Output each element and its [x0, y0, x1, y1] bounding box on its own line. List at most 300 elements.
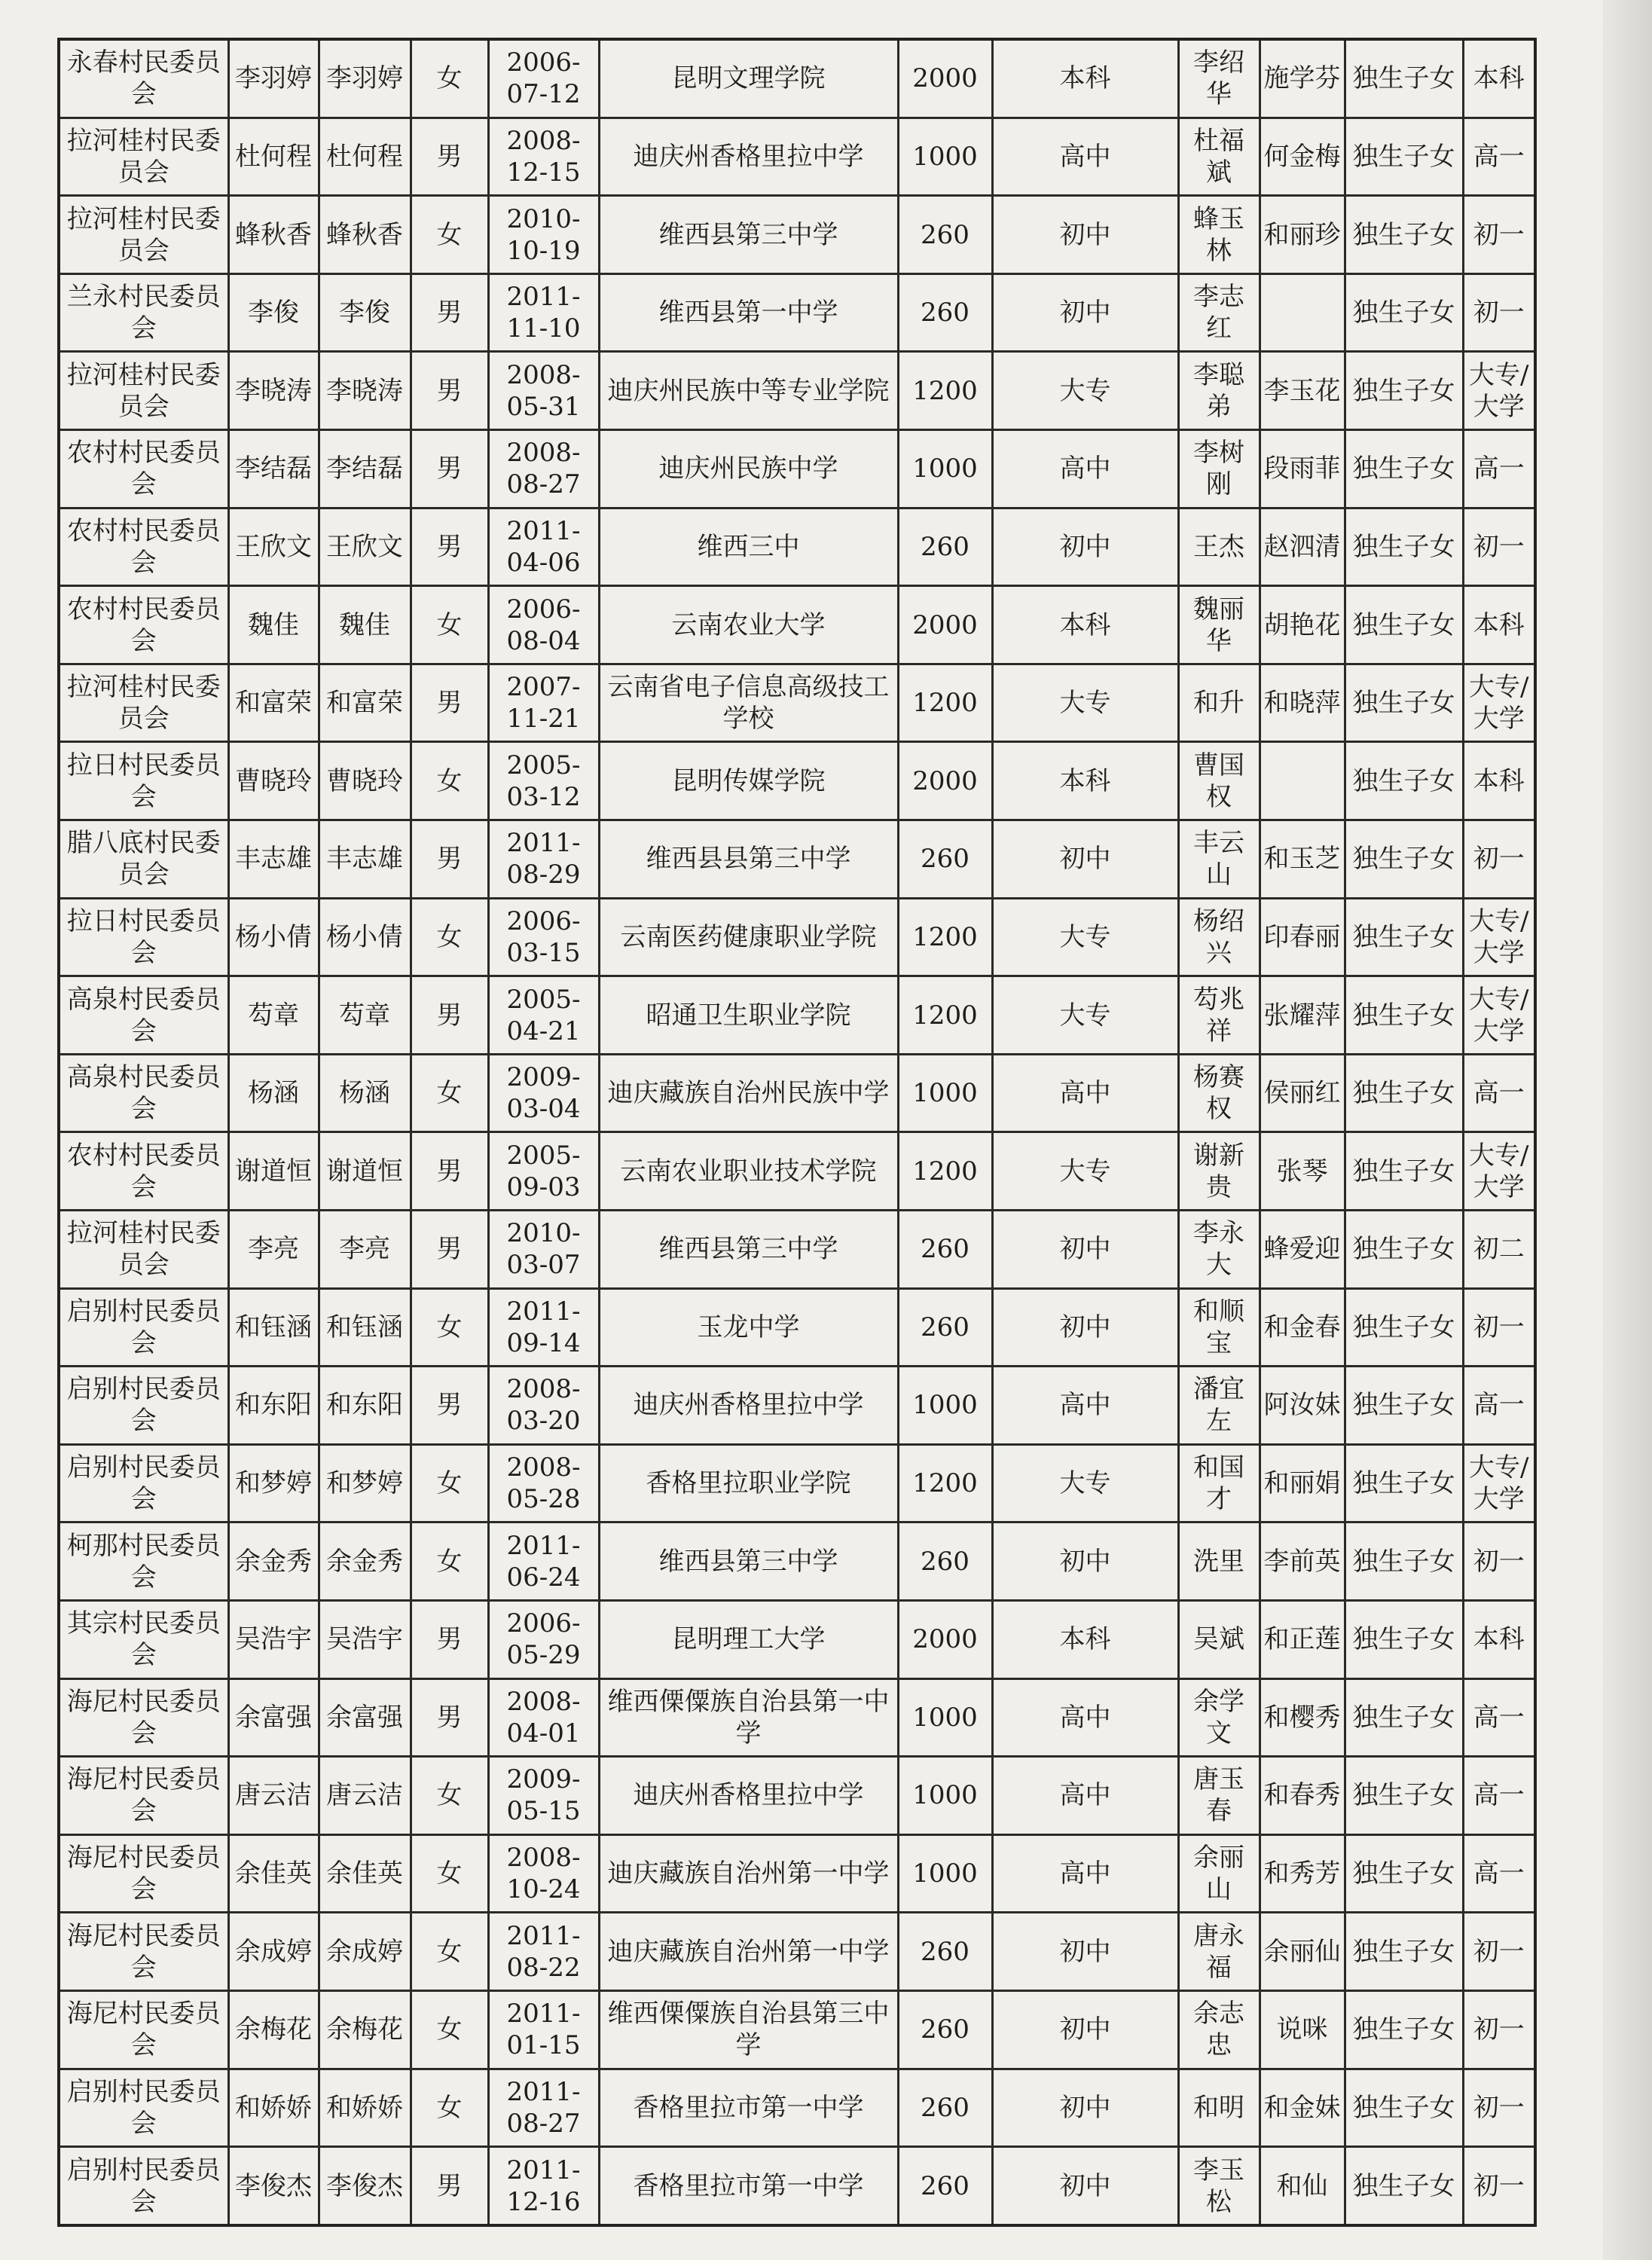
- table-row: [59, 1522, 1535, 1601]
- birth-date-cell: 2008-10-24: [488, 1834, 599, 1913]
- father-name-cell: 余学文: [1178, 1678, 1260, 1757]
- mother-name-cell: 和金春: [1260, 1288, 1345, 1367]
- table-row: [59, 1367, 1535, 1445]
- education-level-cell: 高中: [992, 1367, 1178, 1445]
- student-name-cell: 余金秀: [228, 1522, 319, 1601]
- education-level-cell: 初中: [992, 508, 1178, 586]
- grade-cell: 初一: [1463, 1288, 1535, 1367]
- amount-cell: 260: [898, 1288, 992, 1367]
- family-status-cell: 独生子女: [1345, 1834, 1463, 1913]
- table-row: [59, 1990, 1535, 2069]
- grade-cell: 高一: [1463, 430, 1535, 508]
- school-cell: 维西三中: [599, 508, 898, 586]
- table-row: [59, 1678, 1535, 1757]
- education-level-cell: 大专: [992, 352, 1178, 430]
- village-cell: 启别村民委员会: [59, 2069, 228, 2147]
- gender-cell: 女: [411, 898, 488, 976]
- family-status-cell: 独生子女: [1345, 39, 1463, 118]
- mother-name-cell: 施学芬: [1260, 39, 1345, 118]
- gender-cell: 女: [411, 39, 488, 118]
- student-name-cell: 吴浩宇: [228, 1600, 319, 1678]
- table-row: [59, 898, 1535, 976]
- page-edge-shadow: [1603, 0, 1652, 2260]
- grade-cell: 本科: [1463, 586, 1535, 664]
- education-level-cell: 本科: [992, 39, 1178, 118]
- education-level-cell: 本科: [992, 742, 1178, 820]
- table-row: [59, 1211, 1535, 1289]
- gender-cell: 男: [411, 1211, 488, 1289]
- gender-cell: 女: [411, 2069, 488, 2147]
- gender-cell: 男: [411, 1132, 488, 1211]
- school-cell: 云南医药健康职业学院: [599, 898, 898, 976]
- village-cell: 柯那村民委员会: [59, 1522, 228, 1601]
- village-cell: 海尼村民委员会: [59, 1757, 228, 1835]
- grade-cell: 初一: [1463, 1913, 1535, 1991]
- family-status-cell: 独生子女: [1345, 508, 1463, 586]
- payee-name-cell: 和东阳: [319, 1367, 411, 1445]
- payee-name-cell: 李亮: [319, 1211, 411, 1289]
- education-level-cell: 高中: [992, 430, 1178, 508]
- father-name-cell: 谢新贵: [1178, 1132, 1260, 1211]
- amount-cell: 1200: [898, 898, 992, 976]
- family-status-cell: 独生子女: [1345, 352, 1463, 430]
- grade-cell: 高一: [1463, 118, 1535, 196]
- education-level-cell: 大专: [992, 1444, 1178, 1522]
- payee-name-cell: 芶章: [319, 976, 411, 1055]
- birth-date-cell: 2007-11-21: [488, 664, 599, 742]
- table-row: [59, 1054, 1535, 1132]
- family-status-cell: 独生子女: [1345, 820, 1463, 899]
- father-name-cell: 丰云山: [1178, 820, 1260, 899]
- amount-cell: 1200: [898, 352, 992, 430]
- table-row: [59, 1444, 1535, 1522]
- education-level-cell: 大专: [992, 898, 1178, 976]
- amount-cell: 1000: [898, 1834, 992, 1913]
- birth-date-cell: 2011-08-27: [488, 2069, 599, 2147]
- family-status-cell: 独生子女: [1345, 1600, 1463, 1678]
- birth-date-cell: 2008-04-01: [488, 1678, 599, 1757]
- father-name-cell: 李志红: [1178, 273, 1260, 352]
- birth-date-cell: 2006-05-29: [488, 1600, 599, 1678]
- education-level-cell: 本科: [992, 586, 1178, 664]
- table-row: [59, 196, 1535, 274]
- village-cell: 海尼村民委员会: [59, 1913, 228, 1991]
- education-level-cell: 初中: [992, 820, 1178, 899]
- school-cell: 维西傈僳族自治县第一中学: [599, 1678, 898, 1757]
- table-row: [59, 118, 1535, 196]
- father-name-cell: 蜂玉林: [1178, 196, 1260, 274]
- gender-cell: 男: [411, 508, 488, 586]
- family-status-cell: 独生子女: [1345, 1132, 1463, 1211]
- mother-name-cell: 李玉花: [1260, 352, 1345, 430]
- table-row: [59, 430, 1535, 508]
- birth-date-cell: 2005-03-12: [488, 742, 599, 820]
- student-name-cell: 丰志雄: [228, 820, 319, 899]
- family-status-cell: 独生子女: [1345, 1288, 1463, 1367]
- education-level-cell: 初中: [992, 273, 1178, 352]
- birth-date-cell: 2005-09-03: [488, 1132, 599, 1211]
- gender-cell: 女: [411, 196, 488, 274]
- student-name-cell: 和东阳: [228, 1367, 319, 1445]
- school-cell: 迪庆州香格里拉中学: [599, 1367, 898, 1445]
- gender-cell: 女: [411, 742, 488, 820]
- student-name-cell: 李结磊: [228, 430, 319, 508]
- mother-name-cell: 胡艳花: [1260, 586, 1345, 664]
- village-cell: 海尼村民委员会: [59, 1990, 228, 2069]
- amount-cell: 1200: [898, 976, 992, 1055]
- payee-name-cell: 吴浩宇: [319, 1600, 411, 1678]
- student-name-cell: 和梦婷: [228, 1444, 319, 1522]
- table-row: [59, 1132, 1535, 1211]
- subsidy-records-table: [57, 38, 1537, 2227]
- school-cell: 香格里拉市第一中学: [599, 2147, 898, 2225]
- father-name-cell: 余丽山: [1178, 1834, 1260, 1913]
- family-status-cell: 独生子女: [1345, 742, 1463, 820]
- father-name-cell: 李永大: [1178, 1211, 1260, 1289]
- grade-cell: 高一: [1463, 1367, 1535, 1445]
- education-level-cell: 大专: [992, 976, 1178, 1055]
- grade-cell: 大专/大学: [1463, 1444, 1535, 1522]
- student-name-cell: 李羽婷: [228, 39, 319, 118]
- village-cell: 拉日村民委员会: [59, 742, 228, 820]
- gender-cell: 女: [411, 1444, 488, 1522]
- student-name-cell: 余佳英: [228, 1834, 319, 1913]
- family-status-cell: 独生子女: [1345, 1678, 1463, 1757]
- school-cell: 迪庆藏族自治州第一中学: [599, 1913, 898, 1991]
- student-name-cell: 余梅花: [228, 1990, 319, 2069]
- amount-cell: 2000: [898, 742, 992, 820]
- birth-date-cell: 2005-04-21: [488, 976, 599, 1055]
- school-cell: 香格里拉职业学院: [599, 1444, 898, 1522]
- grade-cell: 大专/大学: [1463, 664, 1535, 742]
- village-cell: 海尼村民委员会: [59, 1834, 228, 1913]
- table-row: [59, 1834, 1535, 1913]
- father-name-cell: 魏丽华: [1178, 586, 1260, 664]
- father-name-cell: 杨绍兴: [1178, 898, 1260, 976]
- mother-name-cell: 和仙: [1260, 2147, 1345, 2225]
- table-row: [59, 976, 1535, 1055]
- father-name-cell: 李树刚: [1178, 430, 1260, 508]
- family-status-cell: 独生子女: [1345, 586, 1463, 664]
- village-cell: 拉河桂村民委员会: [59, 196, 228, 274]
- father-name-cell: 洗里: [1178, 1522, 1260, 1601]
- grade-cell: 初二: [1463, 1211, 1535, 1289]
- mother-name-cell: [1260, 742, 1345, 820]
- school-cell: 昆明文理学院: [599, 39, 898, 118]
- education-level-cell: 高中: [992, 1834, 1178, 1913]
- mother-name-cell: [1260, 273, 1345, 352]
- payee-name-cell: 和梦婷: [319, 1444, 411, 1522]
- mother-name-cell: 和晓萍: [1260, 664, 1345, 742]
- family-status-cell: 独生子女: [1345, 976, 1463, 1055]
- grade-cell: 本科: [1463, 39, 1535, 118]
- grade-cell: 大专/大学: [1463, 1132, 1535, 1211]
- family-status-cell: 独生子女: [1345, 2069, 1463, 2147]
- amount-cell: 260: [898, 1522, 992, 1601]
- mother-name-cell: 印春丽: [1260, 898, 1345, 976]
- education-level-cell: 初中: [992, 2147, 1178, 2225]
- village-cell: 兰永村民委员会: [59, 273, 228, 352]
- payee-name-cell: 丰志雄: [319, 820, 411, 899]
- student-name-cell: 和娇娇: [228, 2069, 319, 2147]
- gender-cell: 女: [411, 1757, 488, 1835]
- amount-cell: 1000: [898, 1054, 992, 1132]
- payee-name-cell: 魏佳: [319, 586, 411, 664]
- mother-name-cell: 和丽娟: [1260, 1444, 1345, 1522]
- birth-date-cell: 2008-05-28: [488, 1444, 599, 1522]
- village-cell: 启别村民委员会: [59, 2147, 228, 2225]
- amount-cell: 1000: [898, 118, 992, 196]
- birth-date-cell: 2006-07-12: [488, 39, 599, 118]
- education-level-cell: 高中: [992, 1757, 1178, 1835]
- table-row: [59, 1600, 1535, 1678]
- mother-name-cell: 侯丽红: [1260, 1054, 1345, 1132]
- family-status-cell: 独生子女: [1345, 118, 1463, 196]
- education-level-cell: 大专: [992, 664, 1178, 742]
- education-level-cell: 高中: [992, 118, 1178, 196]
- village-cell: 启别村民委员会: [59, 1288, 228, 1367]
- payee-name-cell: 余成婷: [319, 1913, 411, 1991]
- education-level-cell: 高中: [992, 1054, 1178, 1132]
- payee-name-cell: 唐云洁: [319, 1757, 411, 1835]
- birth-date-cell: 2008-03-20: [488, 1367, 599, 1445]
- village-cell: 拉日村民委员会: [59, 898, 228, 976]
- village-cell: 农村村民委员会: [59, 508, 228, 586]
- payee-name-cell: 杨小倩: [319, 898, 411, 976]
- table-row: [59, 2069, 1535, 2147]
- student-name-cell: 和富荣: [228, 664, 319, 742]
- education-level-cell: 初中: [992, 196, 1178, 274]
- birth-date-cell: 2011-08-29: [488, 820, 599, 899]
- father-name-cell: 潘宜左: [1178, 1367, 1260, 1445]
- mother-name-cell: 阿汝妹: [1260, 1367, 1345, 1445]
- birth-date-cell: 2011-04-06: [488, 508, 599, 586]
- village-cell: 农村村民委员会: [59, 1132, 228, 1211]
- grade-cell: 初一: [1463, 508, 1535, 586]
- grade-cell: 高一: [1463, 1757, 1535, 1835]
- payee-name-cell: 余金秀: [319, 1522, 411, 1601]
- school-cell: 维西县第三中学: [599, 1522, 898, 1601]
- amount-cell: 260: [898, 820, 992, 899]
- amount-cell: 1000: [898, 1678, 992, 1757]
- village-cell: 海尼村民委员会: [59, 1678, 228, 1757]
- student-name-cell: 杜何程: [228, 118, 319, 196]
- birth-date-cell: 2011-06-24: [488, 1522, 599, 1601]
- mother-name-cell: 和金妹: [1260, 2069, 1345, 2147]
- mother-name-cell: 和秀芳: [1260, 1834, 1345, 1913]
- school-cell: 维西县第三中学: [599, 1211, 898, 1289]
- father-name-cell: 芶兆祥: [1178, 976, 1260, 1055]
- school-cell: 维西傈僳族自治县第三中学: [599, 1990, 898, 2069]
- grade-cell: 初一: [1463, 1522, 1535, 1601]
- father-name-cell: 李玉松: [1178, 2147, 1260, 2225]
- payee-name-cell: 和富荣: [319, 664, 411, 742]
- payee-name-cell: 杨涵: [319, 1054, 411, 1132]
- family-status-cell: 独生子女: [1345, 2147, 1463, 2225]
- payee-name-cell: 余佳英: [319, 1834, 411, 1913]
- amount-cell: 2000: [898, 39, 992, 118]
- table-row: [59, 1757, 1535, 1835]
- student-name-cell: 和钰涵: [228, 1288, 319, 1367]
- mother-name-cell: 张耀萍: [1260, 976, 1345, 1055]
- table-row: [59, 2147, 1535, 2225]
- student-name-cell: 李俊杰: [228, 2147, 319, 2225]
- student-name-cell: 曹晓玲: [228, 742, 319, 820]
- village-cell: 拉河桂村民委员会: [59, 118, 228, 196]
- gender-cell: 女: [411, 1990, 488, 2069]
- father-name-cell: 唐玉春: [1178, 1757, 1260, 1835]
- mother-name-cell: 段雨菲: [1260, 430, 1345, 508]
- payee-name-cell: 曹晓玲: [319, 742, 411, 820]
- education-level-cell: 大专: [992, 1132, 1178, 1211]
- payee-name-cell: 和娇娇: [319, 2069, 411, 2147]
- amount-cell: 1200: [898, 664, 992, 742]
- grade-cell: 初一: [1463, 273, 1535, 352]
- table-row: [59, 586, 1535, 664]
- family-status-cell: 独生子女: [1345, 273, 1463, 352]
- village-cell: 腊八底村民委员会: [59, 820, 228, 899]
- mother-name-cell: 李前英: [1260, 1522, 1345, 1601]
- father-name-cell: 和顺宝: [1178, 1288, 1260, 1367]
- education-level-cell: 初中: [992, 1522, 1178, 1601]
- mother-name-cell: 赵泗清: [1260, 508, 1345, 586]
- education-level-cell: 初中: [992, 1211, 1178, 1289]
- amount-cell: 260: [898, 1211, 992, 1289]
- birth-date-cell: 2009-05-15: [488, 1757, 599, 1835]
- grade-cell: 初一: [1463, 196, 1535, 274]
- mother-name-cell: 和春秀: [1260, 1757, 1345, 1835]
- birth-date-cell: 2006-08-04: [488, 586, 599, 664]
- village-cell: 农村村民委员会: [59, 430, 228, 508]
- father-name-cell: 余志忠: [1178, 1990, 1260, 2069]
- student-name-cell: 李晓涛: [228, 352, 319, 430]
- student-name-cell: 谢道恒: [228, 1132, 319, 1211]
- payee-name-cell: 李结磊: [319, 430, 411, 508]
- school-cell: 维西县县第三中学: [599, 820, 898, 899]
- gender-cell: 男: [411, 820, 488, 899]
- amount-cell: 260: [898, 1990, 992, 2069]
- village-cell: 农村村民委员会: [59, 586, 228, 664]
- payee-name-cell: 谢道恒: [319, 1132, 411, 1211]
- school-cell: 迪庆藏族自治州民族中学: [599, 1054, 898, 1132]
- father-name-cell: 和升: [1178, 664, 1260, 742]
- family-status-cell: 独生子女: [1345, 1913, 1463, 1991]
- education-level-cell: 初中: [992, 1990, 1178, 2069]
- gender-cell: 男: [411, 430, 488, 508]
- family-status-cell: 独生子女: [1345, 430, 1463, 508]
- birth-date-cell: 2010-10-19: [488, 196, 599, 274]
- gender-cell: 女: [411, 1913, 488, 1991]
- amount-cell: 1000: [898, 1367, 992, 1445]
- gender-cell: 男: [411, 1678, 488, 1757]
- mother-name-cell: 和丽珍: [1260, 196, 1345, 274]
- payee-name-cell: 李羽婷: [319, 39, 411, 118]
- father-name-cell: 和国才: [1178, 1444, 1260, 1522]
- family-status-cell: 独生子女: [1345, 1522, 1463, 1601]
- school-cell: 迪庆州香格里拉中学: [599, 1757, 898, 1835]
- student-name-cell: 蜂秋香: [228, 196, 319, 274]
- table-row: [59, 508, 1535, 586]
- education-level-cell: 初中: [992, 1913, 1178, 1991]
- payee-name-cell: 余梅花: [319, 1990, 411, 2069]
- village-cell: 其宗村民委员会: [59, 1600, 228, 1678]
- grade-cell: 大专/大学: [1463, 976, 1535, 1055]
- grade-cell: 本科: [1463, 742, 1535, 820]
- birth-date-cell: 2010-03-07: [488, 1211, 599, 1289]
- birth-date-cell: 2009-03-04: [488, 1054, 599, 1132]
- amount-cell: 260: [898, 508, 992, 586]
- family-status-cell: 独生子女: [1345, 1444, 1463, 1522]
- payee-name-cell: 李俊: [319, 273, 411, 352]
- mother-name-cell: 和正莲: [1260, 1600, 1345, 1678]
- grade-cell: 初一: [1463, 1990, 1535, 2069]
- gender-cell: 女: [411, 586, 488, 664]
- mother-name-cell: 张琴: [1260, 1132, 1345, 1211]
- father-name-cell: 杜福斌: [1178, 118, 1260, 196]
- amount-cell: 2000: [898, 586, 992, 664]
- father-name-cell: 唐永福: [1178, 1913, 1260, 1991]
- father-name-cell: 李绍华: [1178, 39, 1260, 118]
- amount-cell: 260: [898, 196, 992, 274]
- grade-cell: 初一: [1463, 2147, 1535, 2225]
- amount-cell: 2000: [898, 1600, 992, 1678]
- student-name-cell: 余富强: [228, 1678, 319, 1757]
- school-cell: 迪庆州民族中学: [599, 430, 898, 508]
- school-cell: 维西县第三中学: [599, 196, 898, 274]
- payee-name-cell: 杜何程: [319, 118, 411, 196]
- mother-name-cell: 说咪: [1260, 1990, 1345, 2069]
- grade-cell: 高一: [1463, 1834, 1535, 1913]
- birth-date-cell: 2011-08-22: [488, 1913, 599, 1991]
- grade-cell: 初一: [1463, 820, 1535, 899]
- family-status-cell: 独生子女: [1345, 1211, 1463, 1289]
- family-status-cell: 独生子女: [1345, 664, 1463, 742]
- payee-name-cell: 蜂秋香: [319, 196, 411, 274]
- birth-date-cell: 2006-03-15: [488, 898, 599, 976]
- village-cell: 高泉村民委员会: [59, 1054, 228, 1132]
- gender-cell: 男: [411, 664, 488, 742]
- amount-cell: 1000: [898, 430, 992, 508]
- father-name-cell: 吴斌: [1178, 1600, 1260, 1678]
- school-cell: 云南农业大学: [599, 586, 898, 664]
- family-status-cell: 独生子女: [1345, 196, 1463, 274]
- amount-cell: 1000: [898, 1757, 992, 1835]
- gender-cell: 男: [411, 1367, 488, 1445]
- amount-cell: 260: [898, 1913, 992, 1991]
- table-row: [59, 352, 1535, 430]
- amount-cell: 1200: [898, 1132, 992, 1211]
- birth-date-cell: 2008-05-31: [488, 352, 599, 430]
- gender-cell: 女: [411, 1834, 488, 1913]
- gender-cell: 男: [411, 2147, 488, 2225]
- father-name-cell: 王杰: [1178, 508, 1260, 586]
- gender-cell: 男: [411, 273, 488, 352]
- school-cell: 云南省电子信息高级技工学校: [599, 664, 898, 742]
- grade-cell: 大专/大学: [1463, 352, 1535, 430]
- table-row: [59, 1913, 1535, 1991]
- payee-name-cell: 李俊杰: [319, 2147, 411, 2225]
- education-level-cell: 高中: [992, 1678, 1178, 1757]
- table-row: [59, 820, 1535, 899]
- school-cell: 玉龙中学: [599, 1288, 898, 1367]
- village-cell: 启别村民委员会: [59, 1444, 228, 1522]
- mother-name-cell: 余丽仙: [1260, 1913, 1345, 1991]
- education-level-cell: 初中: [992, 1288, 1178, 1367]
- payee-name-cell: 李晓涛: [319, 352, 411, 430]
- school-cell: 昭通卫生职业学院: [599, 976, 898, 1055]
- grade-cell: 本科: [1463, 1600, 1535, 1678]
- payee-name-cell: 余富强: [319, 1678, 411, 1757]
